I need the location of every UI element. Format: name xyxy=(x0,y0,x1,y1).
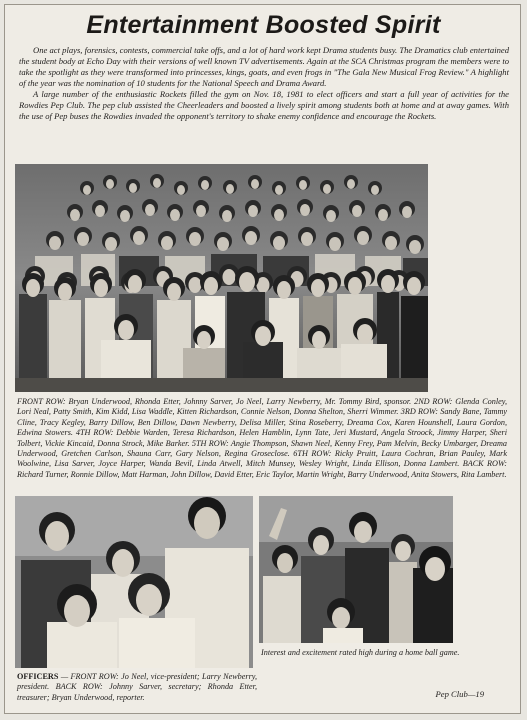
group-photo-caption: FRONT ROW: Bryan Underwood, Rhonda Etter, Johnny Sarver, Jo Neel, Larry Newberry, Mr. Tommy Bird, sponsor. 2ND ROW: Glenda Conley, Lori Neal, Patty Smith, Kim Kidd, Lisa Waddle, Kitten Richardson, Connie Nelson, Donna Shelton, Sherri Wimmer. 3RD ROW: Sandy Bane, Tammy Cline, Tracy Kegley, Barry Dillow, Ben Dillow, Dawn Newberry, Delisa Miller, Stina Roseberry, Dreama Cox, Karen Hounshell, Laura Gordon, Edwina Stowers. 4TH ROW: Debbie Warden, Teresa Richardson, Helen Hamblin, Lynn Tate, Jeri Mustard, Angela Stroock, Jimmy Harper, Sheri Tolbert, Vickie Kincaid, Donna Strock, Mike Barker. 5TH ROW: Angie Thompson, Shawn Neel, Kenny Frey, Pam Melvin, Becky Umbarger, Dreama Underwood, Gretchen Carlson, Shauna Carr, Gary Nelson, Regina Groseclose. 6TH ROW: Ricky Pruitt, Laura Cochran, Brian Pauley, Mark Woolwine, Lisa Sarver, Joyce Harper, Wanda Bevil, Linda Atwell, Mitch Munsey, Wesley Wright, Linda Ellison, Donna Lambert. BACK ROW: Richard Turner, Ronnie Dillow, Matt Harman, John Dillow, David Etter, Eric Taylor, Martin Wright, Barry Underwood, Anita Stowers, Rita Lambert. xyxy=(17,397,507,479)
ball-game-caption: Interest and excitement rated high during a home ball game. xyxy=(261,648,460,657)
officers-photo-image xyxy=(15,496,253,668)
officers-photo xyxy=(15,496,253,668)
ball-game-photo xyxy=(259,496,453,643)
group-photo xyxy=(15,164,428,392)
page-title: Entertainment Boosted Spirit xyxy=(86,11,441,39)
yearbook-page xyxy=(4,4,521,714)
intro-text xyxy=(19,45,509,122)
page-number: Pep Club—19 xyxy=(435,689,484,699)
group-photo-image xyxy=(15,164,428,392)
ball-game-photo-image xyxy=(259,496,453,643)
officers-caption-lead: OFFICERS xyxy=(17,672,59,681)
officers-caption xyxy=(17,672,257,703)
intro-paragraph-pep-club: A large number of the enthusiastic Rockets filled the gym on Nov. 18, 1981 to elect officers and start a full year of activities for the Rowdies Pep Club. The pep club assisted the Cheerleaders and boosted a lively spirit among students both at home and at away games. With the use of Pep buses the Rowdies invaded the opponent's territory to shake enemy confidence and encourage the Rockets. xyxy=(19,89,509,121)
intro-paragraph-drama: One act plays, forensics, contests, commercial take offs, and a lot of hard work kept Drama students busy. The Dramatics club entertained the student body at Echo Day with their versions of well known TV advertisements. Again at the SCA Christmas program the members were to take the spotlight as they were transformed into princesses, kings, goats, and even frogs in "The Gala New Musical Frog Review." A highlight of the year was the nomination of 10 students for the National Speech and Drama Award. xyxy=(19,45,509,88)
officers-caption-text: — FRONT ROW: Jo Neel, vice-president; Larry Newberry, president. BACK ROW: Johnny Sarver, secretary; Rhonda Etter, treasurer; Bryan Underwood, reporter. xyxy=(17,672,257,702)
